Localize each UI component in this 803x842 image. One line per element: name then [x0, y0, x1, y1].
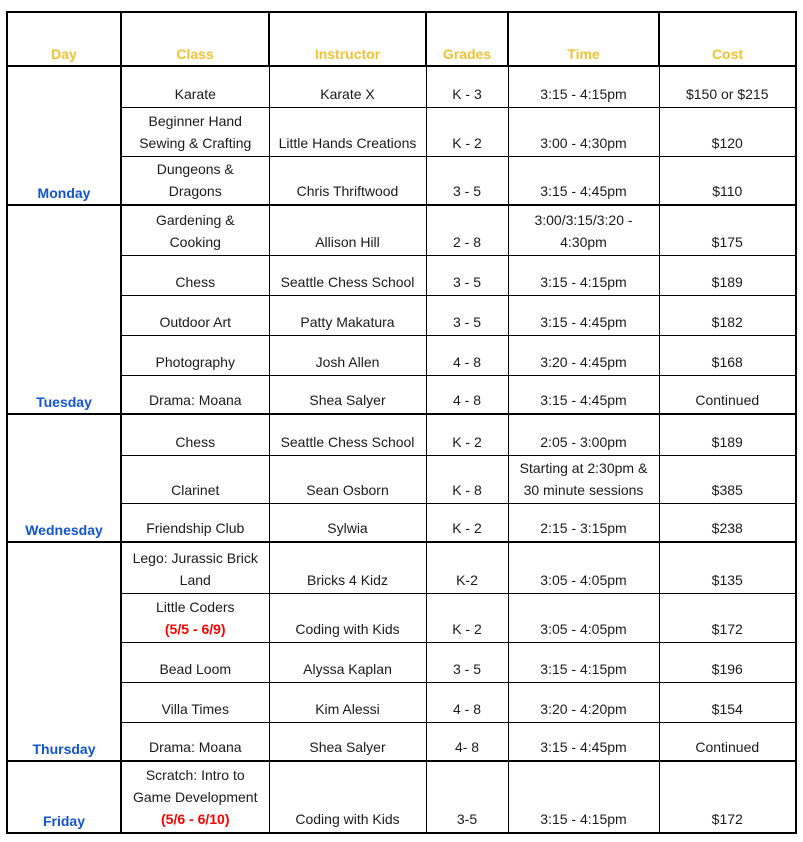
header-day: Day	[7, 12, 121, 66]
grades-cell: K - 2	[426, 107, 508, 156]
time-cell: 3:15 - 4:45pm	[508, 375, 659, 414]
class-cell	[121, 66, 269, 107]
class-cell	[121, 375, 269, 414]
instructor-cell: Josh Allen	[269, 335, 426, 375]
table-row	[7, 255, 796, 295]
time-cell: 3:00 - 4:30pm	[508, 107, 659, 156]
table-row	[7, 205, 796, 255]
instructor-cell: Alyssa Kaplan	[269, 642, 426, 682]
class-name: Beginner Hand Sewing & Crafting	[139, 112, 252, 151]
grades-cell: K - 8	[426, 455, 508, 503]
cost-cell: $238	[659, 503, 796, 542]
grades-cell: 3 - 5	[426, 295, 508, 335]
class-name: Lego: Jurassic Brick Land	[132, 549, 258, 588]
cost-cell: $135	[659, 542, 796, 593]
class-name: Bead Loom	[159, 660, 232, 677]
time-cell: 3:15 - 4:15pm	[508, 642, 659, 682]
table-row	[7, 335, 796, 375]
cost-cell: $120	[659, 107, 796, 156]
header-instructor: Instructor	[269, 12, 426, 66]
class-date-range: (5/5 - 6/9)	[164, 620, 226, 637]
grades-cell: 4 - 8	[426, 335, 508, 375]
class-cell	[121, 542, 269, 593]
cost-cell: $175	[659, 205, 796, 255]
grades-cell: 3 - 5	[426, 255, 508, 295]
class-cell	[121, 722, 269, 761]
time-cell: 3:15 - 4:45pm	[508, 722, 659, 761]
class-cell	[121, 414, 269, 455]
table-row	[7, 295, 796, 335]
header-time: Time	[508, 12, 659, 66]
cost-cell: $189	[659, 255, 796, 295]
class-name: Friendship Club	[146, 520, 245, 536]
time-cell: 3:20 - 4:45pm	[508, 335, 659, 375]
cost-cell: Continued	[659, 375, 796, 414]
time-cell: 3:05 - 4:05pm	[508, 593, 659, 642]
class-name: Photography	[155, 353, 235, 370]
instructor-cell: Allison Hill	[269, 205, 426, 255]
day-label: Monday	[7, 66, 121, 205]
day-label: Friday	[7, 761, 121, 833]
table-row	[7, 761, 796, 833]
time-cell: 3:15 - 4:45pm	[508, 156, 659, 205]
class-cell	[121, 761, 269, 833]
table-row	[7, 455, 796, 503]
cost-cell: $168	[659, 335, 796, 375]
class-cell	[121, 335, 269, 375]
class-name: Gardening & Cooking	[155, 211, 235, 250]
class-cell	[121, 642, 269, 682]
time-cell: 3:20 - 4:20pm	[508, 682, 659, 722]
day-label: Thursday	[7, 542, 121, 761]
cost-cell: $172	[659, 593, 796, 642]
instructor-cell: Sylwia	[269, 503, 426, 542]
grades-cell: 4- 8	[426, 722, 508, 761]
grades-cell: K-2	[426, 542, 508, 593]
cost-cell: $172	[659, 761, 796, 833]
instructor-cell: Coding with Kids	[269, 761, 426, 833]
grades-cell: 4 - 8	[426, 375, 508, 414]
class-cell	[121, 107, 269, 156]
time-cell: 3:15 - 4:15pm	[508, 761, 659, 833]
header-grades: Grades	[426, 12, 508, 66]
cost-cell: $196	[659, 642, 796, 682]
schedule-table	[6, 11, 797, 834]
cost-cell: Continued	[659, 722, 796, 761]
grades-cell: K - 2	[426, 593, 508, 642]
grades-cell: K - 2	[426, 503, 508, 542]
instructor-cell: Coding with Kids	[269, 593, 426, 642]
cost-cell: $189	[659, 414, 796, 455]
class-cell	[121, 255, 269, 295]
schedule-body	[7, 66, 796, 833]
table-row	[7, 593, 796, 642]
class-name: Little Coders	[155, 598, 235, 615]
instructor-cell: Seattle Chess School	[269, 414, 426, 455]
table-row	[7, 642, 796, 682]
time-cell: 2:15 - 3:15pm	[508, 503, 659, 542]
instructor-cell: Shea Salyer	[269, 375, 426, 414]
day-label: Wednesday	[7, 414, 121, 542]
header-cost: Cost	[659, 12, 796, 66]
instructor-cell: Patty Makatura	[269, 295, 426, 335]
instructor-cell: Chris Thriftwood	[269, 156, 426, 205]
cost-cell: $385	[659, 455, 796, 503]
class-name: Villa Times	[161, 700, 229, 717]
time-cell: 3:15 - 4:15pm	[508, 66, 659, 107]
grades-cell: 2 - 8	[426, 205, 508, 255]
class-name: Scratch: Intro to Game Development	[132, 767, 258, 805]
class-cell	[121, 682, 269, 722]
table-row	[7, 375, 796, 414]
grades-cell: 3 - 5	[426, 156, 508, 205]
class-name: Outdoor Art	[159, 313, 232, 330]
instructor-cell: Sean Osborn	[269, 455, 426, 503]
time-cell: Starting at 2:30pm & 30 minute sessions	[508, 455, 659, 503]
class-name: Drama: Moana	[148, 392, 242, 408]
table-row	[7, 156, 796, 205]
grades-cell: K - 2	[426, 414, 508, 455]
class-name: Chess	[175, 433, 216, 450]
instructor-cell: Kim Alessi	[269, 682, 426, 722]
table-row	[7, 682, 796, 722]
cost-cell: $182	[659, 295, 796, 335]
class-cell	[121, 156, 269, 205]
instructor-cell: Little Hands Creations	[269, 107, 426, 156]
class-name: Dungeons & Dragons	[156, 161, 234, 199]
table-row	[7, 503, 796, 542]
grades-cell: K - 3	[426, 66, 508, 107]
time-cell: 3:00/3:15/3:20 - 4:30pm	[508, 205, 659, 255]
time-cell: 3:15 - 4:45pm	[508, 295, 659, 335]
cost-cell: $110	[659, 156, 796, 205]
class-name: Karate	[174, 85, 216, 102]
instructor-cell: Seattle Chess School	[269, 255, 426, 295]
class-cell	[121, 205, 269, 255]
table-row	[7, 722, 796, 761]
class-cell	[121, 503, 269, 542]
table-row	[7, 414, 796, 455]
instructor-cell: Shea Salyer	[269, 722, 426, 761]
time-cell: 2:05 - 3:00pm	[508, 414, 659, 455]
class-cell	[121, 455, 269, 503]
class-date-range: (5/6 - 6/10)	[161, 811, 230, 827]
time-cell: 3:05 - 4:05pm	[508, 542, 659, 593]
instructor-cell: Bricks 4 Kidz	[269, 542, 426, 593]
class-name: Chess	[175, 273, 216, 290]
cost-cell: $150 or $215	[659, 66, 796, 107]
class-name: Drama: Moana	[148, 739, 242, 755]
header-row	[7, 12, 796, 66]
class-name: Clarinet	[171, 481, 220, 498]
header-class: Class	[121, 12, 269, 66]
cost-cell: $154	[659, 682, 796, 722]
table-row	[7, 66, 796, 107]
grades-cell: 3 - 5	[426, 642, 508, 682]
instructor-cell: Karate X	[269, 66, 426, 107]
class-cell	[121, 593, 269, 642]
table-row	[7, 107, 796, 156]
time-cell: 3:15 - 4:15pm	[508, 255, 659, 295]
grades-cell: 3-5	[426, 761, 508, 833]
grades-cell: 4 - 8	[426, 682, 508, 722]
class-cell	[121, 295, 269, 335]
day-label: Tuesday	[7, 205, 121, 414]
table-row	[7, 542, 796, 593]
